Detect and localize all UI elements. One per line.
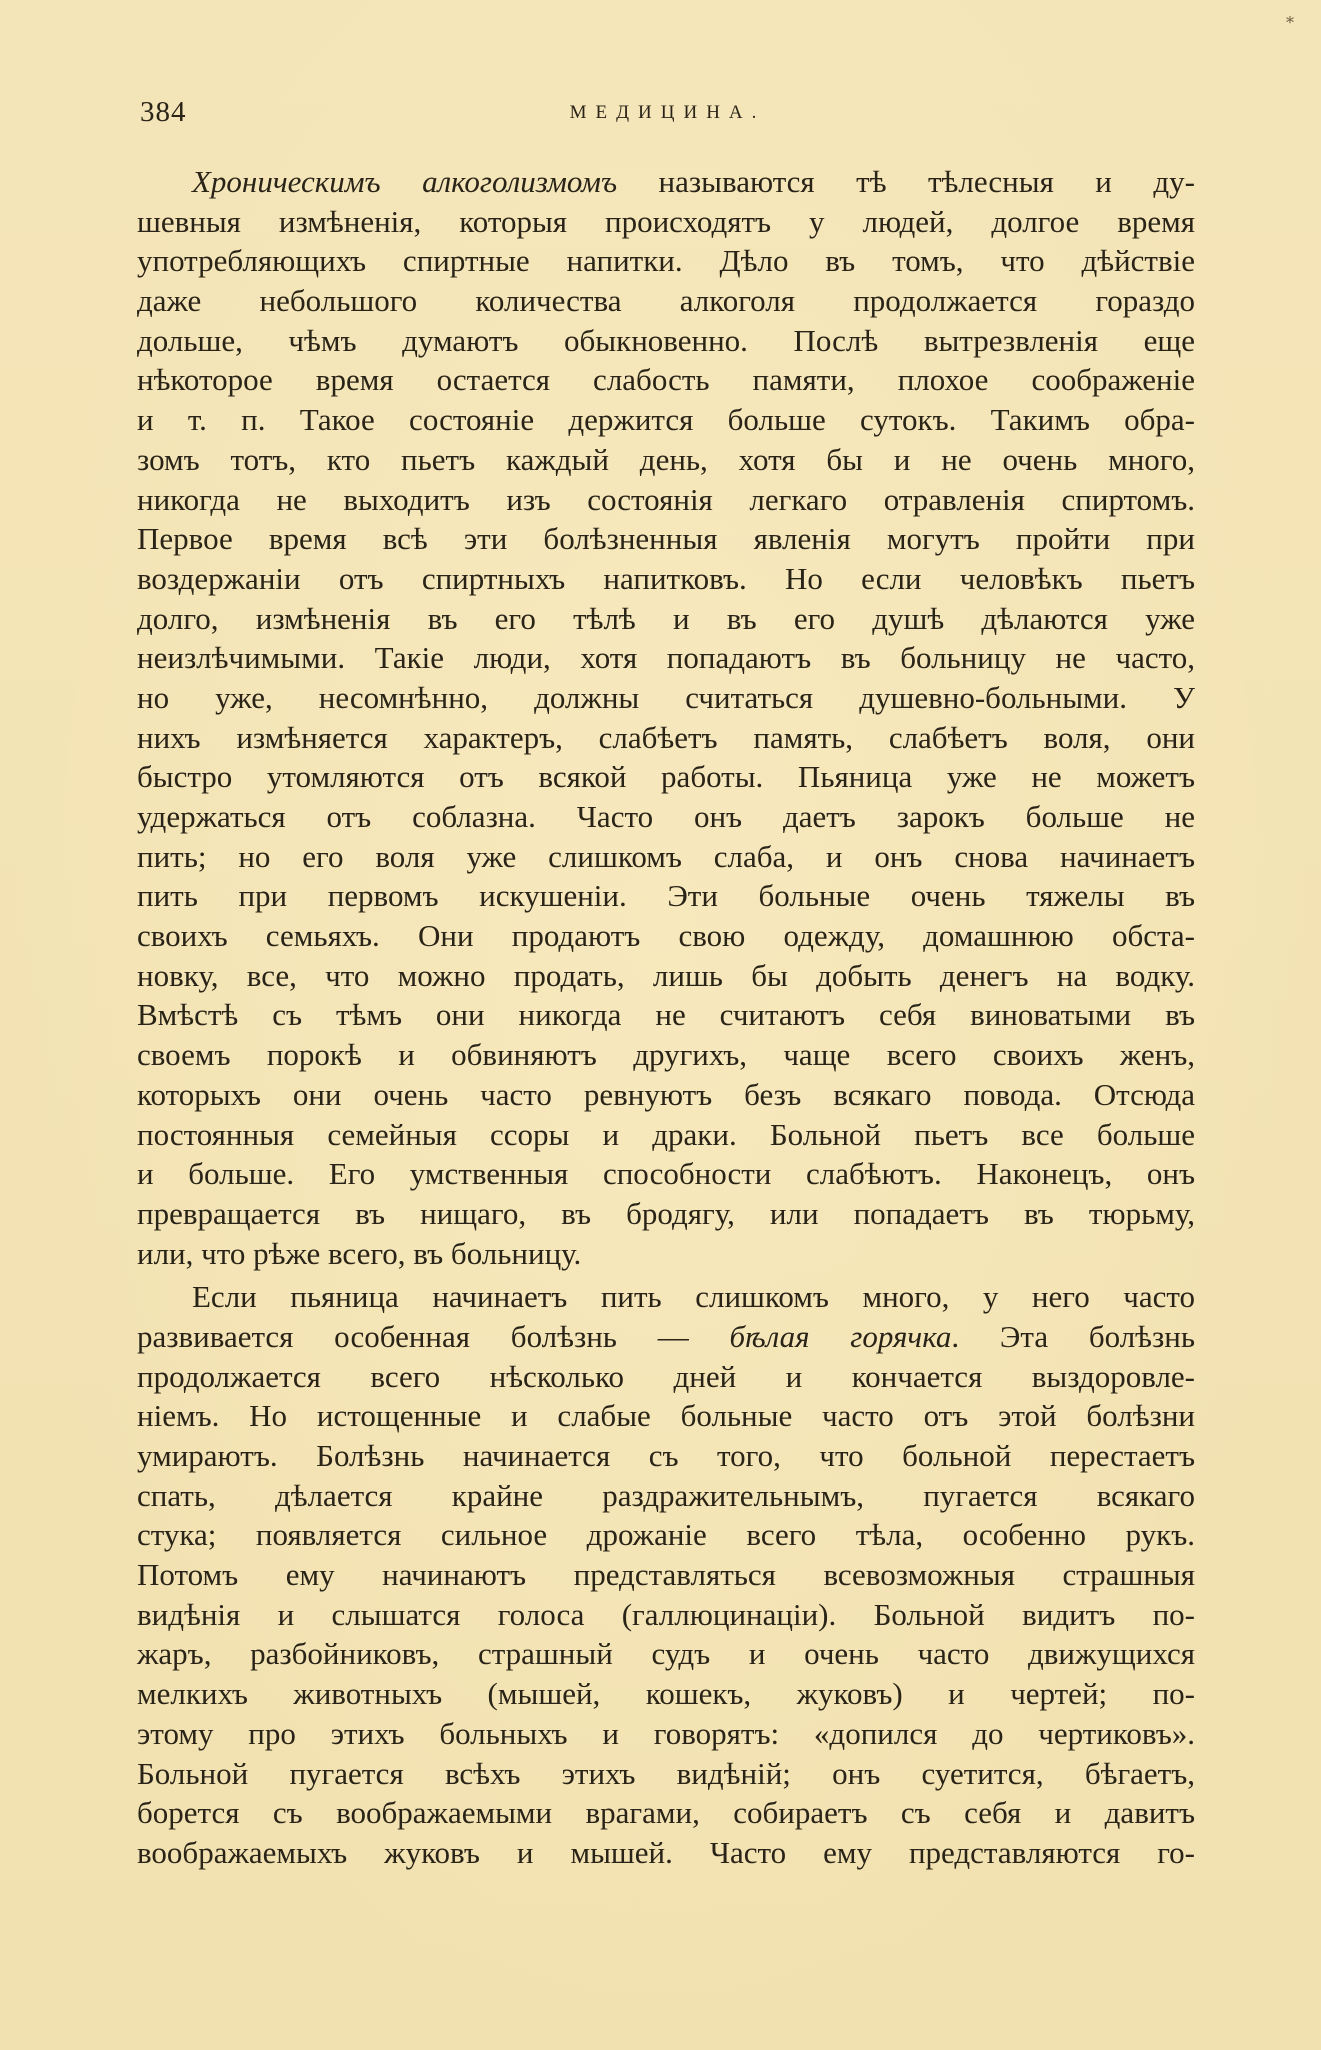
text-line: [137, 1317, 1195, 1357]
text-segment: видѣнія и слышатся голоса (галлюцинаціи). Больной видитъ по-: [137, 1596, 1195, 1632]
text-segment: Больной пугается всѣхъ этихъ видѣній; онъ суетится, бѣгаетъ,: [137, 1755, 1195, 1791]
text-segment: мелкихъ животныхъ (мышей, кошекъ, жуковъ) и чертей; по-: [137, 1676, 1195, 1712]
text-segment: Если пьяница начинаетъ пить слишкомъ много, у него часто: [192, 1279, 1195, 1315]
text-segment: зомъ тотъ, кто пьетъ каждый день, хотя бы и не очень много,: [137, 441, 1195, 477]
text-segment: Вмѣстѣ съ тѣмъ они никогда не считаютъ себя виноватыми въ: [137, 997, 1195, 1033]
text-line: [137, 837, 1195, 877]
text-line: [137, 956, 1195, 996]
text-segment: и т. п. Такое состояніе держится больше сутокъ. Такимъ обра-: [137, 402, 1195, 438]
text-line: [137, 1035, 1195, 1075]
text-line: [137, 797, 1195, 837]
text-line: [137, 1277, 1195, 1317]
text-line: [137, 916, 1195, 956]
text-segment: воображаемыхъ жуковъ и мышей. Часто ему представляются го-: [137, 1834, 1195, 1870]
text-line: [137, 1754, 1195, 1794]
text-segment: быстро утомляются отъ всякой работы. Пьяница уже не можетъ: [137, 759, 1195, 795]
text-segment: жаръ, разбойниковъ, страшный судъ и очень часто движущихся: [137, 1636, 1195, 1672]
italic-term: Хроническимъ алкоголизмомъ: [192, 164, 618, 199]
text-line: [137, 995, 1195, 1035]
text-line: [137, 321, 1195, 361]
text-line: [137, 1793, 1195, 1833]
text-segment: удержаться отъ соблазна. Часто онъ даетъ зарокъ больше не: [137, 799, 1195, 834]
text-segment: но уже, несомнѣнно, должны считаться душевно-больными. У: [137, 679, 1195, 715]
paragraph-chronic-alcoholism: [137, 162, 1195, 1273]
text-line: [137, 638, 1195, 678]
page-number: 384: [140, 96, 187, 128]
body-text: [137, 162, 1195, 1873]
text-segment: спать, дѣлается крайне раздражительнымъ, пугается всякаго: [137, 1477, 1195, 1513]
text-segment: употребляющихъ спиртные напитки. Дѣло въ томъ, что дѣйствіе: [137, 243, 1195, 279]
text-line: [137, 599, 1195, 639]
text-line: [137, 1595, 1195, 1635]
text-line: [137, 1115, 1195, 1155]
text-line: [137, 519, 1195, 559]
text-segment: превращается въ нищаго, въ бродягу, или попадаетъ въ тюрьму,: [137, 1195, 1195, 1231]
text-segment: умираютъ. Болѣзнь начинается съ того, что больной перестаетъ: [137, 1438, 1195, 1473]
text-line: [137, 202, 1195, 242]
text-line: [137, 1674, 1195, 1714]
text-segment: пить при первомъ искушеніи. Эти больные очень тяжелы въ: [137, 878, 1195, 914]
text-segment: нѣкоторое время остается слабость памяти, плохое соображеніе: [137, 362, 1195, 398]
text-segment: новку, все, что можно продать, лишь бы добыть денегъ на водку.: [137, 957, 1195, 993]
text-segment: даже небольшого количества алкоголя продолжается гораздо: [137, 283, 1195, 319]
text-line: [137, 757, 1195, 797]
text-line: [137, 1075, 1195, 1115]
text-segment: и больше. Его умственныя способности слабѣютъ. Наконецъ, онъ: [137, 1156, 1195, 1192]
text-line: [137, 440, 1195, 480]
text-line: [137, 281, 1195, 321]
text-segment: ніемъ. Но истощенные и слабые больные часто отъ этой болѣзни: [137, 1398, 1195, 1434]
text-segment: долго, измѣненія въ его тѣлѣ и въ его душѣ дѣлаются уже: [137, 600, 1195, 636]
text-segment: этому про этихъ больныхъ и говорятъ: «допился до чертиковъ».: [137, 1715, 1195, 1751]
running-head: МЕДИЦИНА.: [569, 102, 766, 123]
text-line: [137, 876, 1195, 916]
text-segment: воздержаніи отъ спиртныхъ напитковъ. Но если человѣкъ пьетъ: [137, 560, 1195, 596]
text-line: [137, 1714, 1195, 1754]
text-segment: которыхъ они очень часто ревнуютъ безъ всякаго повода. Отсюда: [137, 1076, 1195, 1112]
text-line: [137, 480, 1195, 520]
page-header: [140, 96, 1195, 136]
text-line: [137, 1357, 1195, 1397]
text-segment: дольше, чѣмъ думаютъ обыкновенно. Послѣ вытрезвленія еще: [137, 322, 1195, 358]
text-line: [137, 1194, 1195, 1234]
text-line: [137, 718, 1195, 758]
text-line: [137, 1634, 1195, 1674]
text-line: [137, 1436, 1195, 1476]
text-line: [137, 1476, 1195, 1516]
text-segment: нихъ измѣняется характеръ, слабѣетъ память, слабѣетъ воля, они: [137, 719, 1195, 755]
text-line: [137, 360, 1195, 400]
text-segment: или, что рѣже всего, въ больницу.: [137, 1235, 582, 1271]
text-segment: пить; но его воля уже слишкомъ слаба, и онъ снова начинаетъ: [137, 838, 1195, 874]
text-segment: неизлѣчимыми. Такіе люди, хотя попадаютъ въ больницу не часто,: [137, 640, 1195, 676]
text-segment: Потомъ ему начинаютъ представляться всевозможныя страшныя: [137, 1557, 1195, 1593]
text-segment: развивается особенная болѣзнь —: [137, 1318, 730, 1354]
text-line: [137, 678, 1195, 718]
text-segment: продолжается всего нѣсколько дней и кончается выздоровле-: [137, 1358, 1195, 1394]
text-line: [137, 162, 1195, 202]
text-line: [137, 1555, 1195, 1595]
text-segment: борется съ воображаемыми врагами, собираетъ съ себя и давитъ: [137, 1795, 1195, 1831]
text-segment: никогда не выходитъ изъ состоянія легкаго отравленія спиртомъ.: [137, 481, 1195, 517]
italic-term: бѣлая горячка: [729, 1318, 952, 1354]
text-segment: шевныя измѣненія, которыя происходятъ у людей, долгое время: [137, 203, 1195, 239]
text-segment: своихъ семьяхъ. Они продаютъ свою одежду, домашнюю обста-: [137, 918, 1195, 954]
text-line: [137, 1515, 1195, 1555]
text-line: [137, 559, 1195, 599]
page-edge-mark: *: [1286, 13, 1294, 32]
text-segment: называются тѣ тѣлесныя и ду-: [617, 164, 1195, 199]
text-segment: своемъ порокѣ и обвиняютъ другихъ, чаще всего своихъ женъ,: [137, 1037, 1195, 1073]
text-line: [137, 241, 1195, 281]
text-line: [137, 1154, 1195, 1194]
text-segment: Первое время всѣ эти болѣзненныя явленія могутъ пройти при: [137, 521, 1195, 557]
text-segment: стука; появляется сильное дрожаніе всего тѣла, особенно рукъ.: [137, 1517, 1195, 1553]
text-line: [137, 400, 1195, 440]
text-line: [137, 1396, 1195, 1436]
paragraph-delirium-tremens: [137, 1277, 1195, 1872]
text-line: [137, 1234, 1195, 1274]
text-segment: постоянныя семейныя ссоры и драки. Больной пьетъ все больше: [137, 1116, 1195, 1152]
text-line: [137, 1833, 1195, 1873]
text-segment: . Эта болѣзнь: [951, 1318, 1195, 1354]
